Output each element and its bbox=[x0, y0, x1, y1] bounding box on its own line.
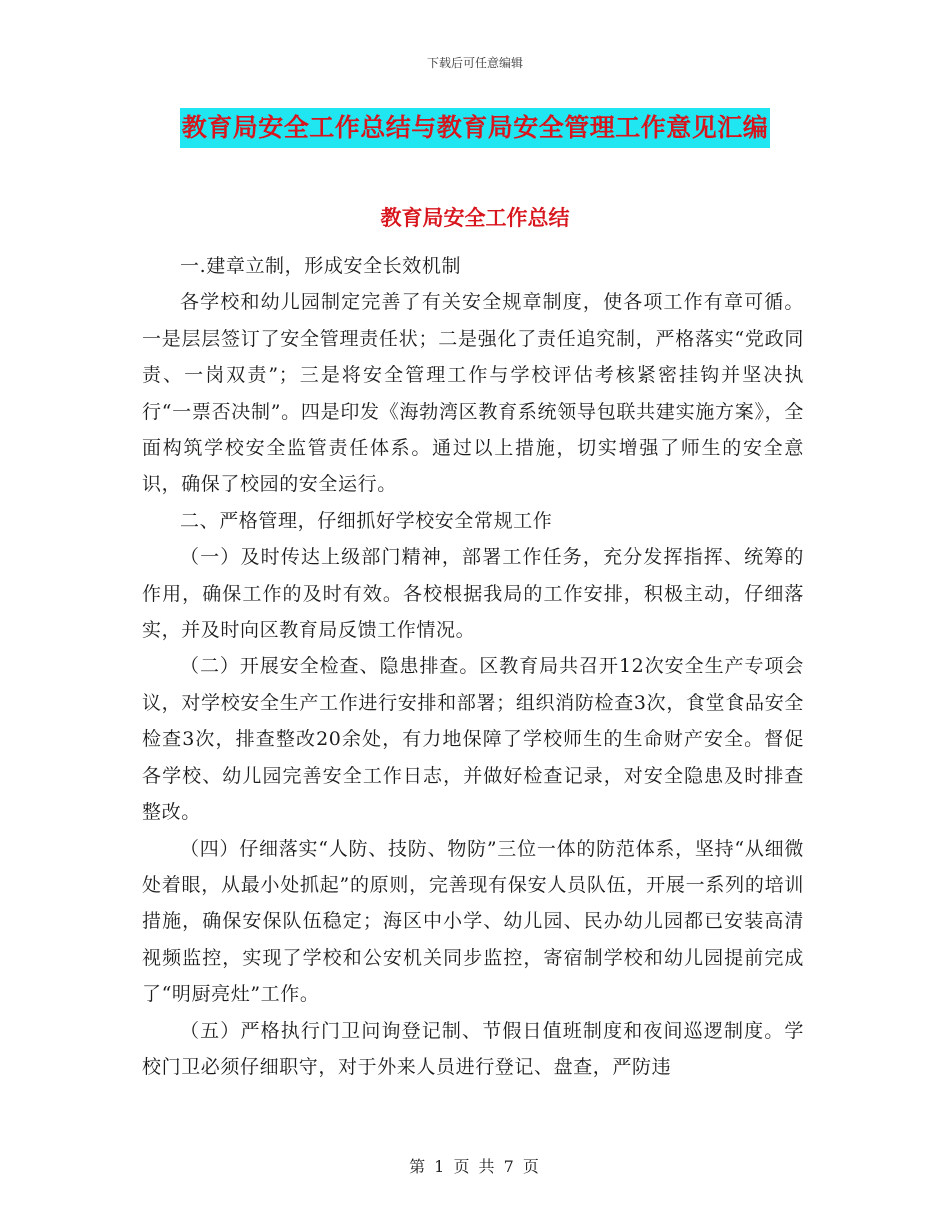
page-header-note: 下载后可任意编辑 bbox=[426, 56, 523, 70]
section-title: 教育局安全工作总结 bbox=[380, 206, 570, 230]
paragraph: （一）及时传达上级部门精神，部署工作任务，充分发挥指挥、统筹的作用，确保工作的及时有效。各校根据我局的工作安排，积极主动，仔细落实，并及时向区教育局反馈工作情况。 bbox=[142, 546, 804, 642]
page-footer-number: 第 1 页 共 7 页 bbox=[409, 1157, 541, 1176]
paragraph: （二）开展安全检查、隐患排查。区教育局共召开12次安全生产专项会议，对学校安全生产工作进行安排和部署；组织消防检查3次，食堂食品安全检查3次，排查整改20余处，有力地保障了学校师生的生命财产安全。督促各学校、幼儿园完善安全工作日志，并做好检查记录，对安全隐患及时排查整改。 bbox=[142, 655, 804, 824]
document-title-container bbox=[0, 108, 950, 148]
paragraph-heading-2: 二、严格管理，仔细抓好学校安全常规工作 bbox=[180, 509, 553, 532]
document-title: 教育局安全工作总结与教育局安全管理工作意见汇编 bbox=[180, 108, 771, 148]
paragraph-heading-1: 一.建章立制，形成安全长效机制 bbox=[180, 255, 462, 277]
paragraph: （四）仔细落实“人防、技防、物防”三位一体的防范体系，坚持“从细微处着眼，从最小处抓起”的原则，完善现有保安人员队伍，开展一系列的培训措施，确保安保队伍稳定；海区中小学、幼儿园、民办幼儿园都已安装高清视频监控，实现了学校和公安机关同步监控，寄宿制学校和幼儿园提前完成了“明厨亮灶”工作。 bbox=[142, 837, 804, 1006]
paragraph: 各学校和幼儿园制定完善了有关安全规章制度，使各项工作有章可循。一是层层签订了安全管理责任状；二是强化了责任追究制，严格落实“党政同责、一岗双责”；三是将安全管理工作与学校评估考核紧密挂钩并坚决执行“一票否决制”。四是印发《海勃湾区教育系统领导包联共建实施方案》，全面构筑学校安全监管责任体系。通过以上措施，切实增强了师生的安全意识，确保了校园的安全运行。 bbox=[142, 291, 804, 496]
document-body bbox=[142, 248, 804, 1085]
paragraph: （五）严格执行门卫问询登记制、节假日值班制度和夜间巡逻制度。学校门卫必须仔细职守，对于外来人员进行登记、盘查，严防违 bbox=[142, 1019, 804, 1078]
